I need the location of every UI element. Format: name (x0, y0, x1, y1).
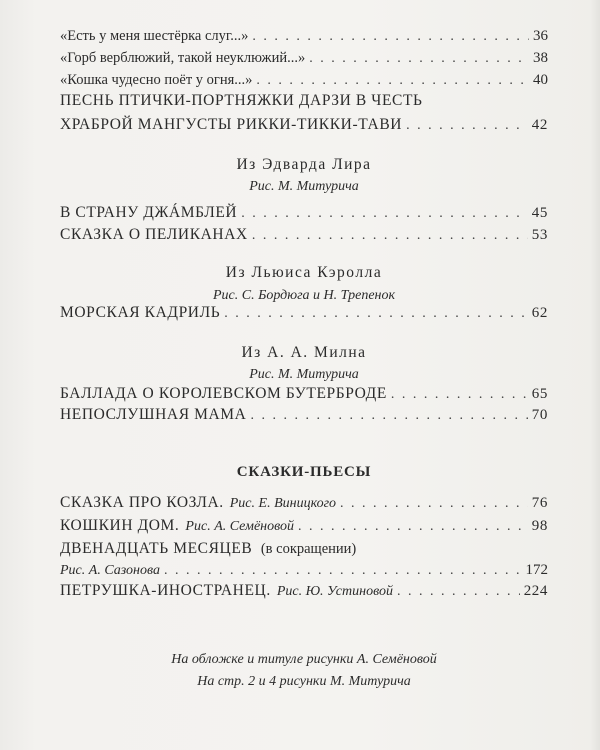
toc-entry (60, 50, 548, 67)
leader-dots (164, 563, 522, 579)
leader-dots (250, 408, 527, 424)
toc-entry-title-line (60, 540, 356, 558)
toc-entry-page: 76 (531, 495, 548, 511)
toc-entry (60, 582, 548, 600)
illustrator-credit: Рис. Е. Виницкого (229, 496, 337, 511)
toc-entry-title: ПЕТРУШКА-ИНОСТРАНЕЦ. (60, 582, 271, 599)
illustrator-credit: Рис. А. Семёновой (185, 519, 295, 534)
toc-entry (60, 226, 548, 244)
leader-dots (340, 496, 528, 512)
toc-entry-title: НЕПОСЛУШНАЯ МАМА (60, 406, 247, 423)
author-heading: Из Льюиса Кэролла (225, 264, 383, 281)
footer-credit: На обложке и титуле рисунки А. Семёновой (171, 652, 437, 667)
toc-entry-title: БАЛЛАДА О КОРОЛЕВСКОМ БУТЕРБРОДЕ (60, 385, 387, 402)
leader-dots (224, 306, 528, 322)
leader-dots (298, 519, 528, 535)
toc-entry (60, 385, 548, 403)
leader-dots (406, 118, 528, 134)
toc-entry-page: 172 (525, 562, 548, 578)
leader-dots (397, 584, 520, 600)
toc-entry-title-line: ПЕСНЬ ПТИЧКИ-ПОРТНЯЖКИ ДАРЗИ В ЧЕСТЬ (60, 92, 423, 109)
toc-entry (60, 304, 548, 322)
toc-entry-page: 224 (523, 583, 548, 599)
toc-entry-page: 36 (533, 28, 548, 44)
toc-entry-title: В СТРАНУ ДЖÁМБЛЕЙ (60, 204, 238, 221)
toc-entry-page: 53 (531, 227, 548, 243)
leader-dots (256, 73, 529, 89)
toc-entry-title: СКАЗКА О ПЕЛИКАНАХ (60, 226, 248, 243)
toc-entry (60, 494, 548, 512)
toc-entry (60, 517, 548, 535)
toc-entry (60, 116, 548, 134)
illustrator-credit: Рис. М. Митурича (249, 179, 359, 194)
toc-entry-title: МОРСКАЯ КАДРИЛЬ (60, 304, 221, 321)
toc-entry-page: 62 (531, 305, 548, 321)
toc-entry (60, 562, 548, 579)
toc-entry-title: «Горб верблюжий, такой неуклюжий...» (60, 50, 306, 66)
illustrator-credit: Рис. Ю. Устиновой (276, 584, 393, 599)
toc-entry-title: ДВЕНАДЦАТЬ МЕСЯЦЕВ (60, 540, 253, 557)
toc-entry-note: (в сокращении) (260, 541, 357, 557)
toc-entry (60, 28, 548, 45)
toc-entry (60, 72, 548, 89)
toc-entry-page: 38 (533, 50, 548, 66)
leader-dots (309, 51, 529, 67)
leader-dots (252, 29, 529, 45)
author-heading: Из А. А. Милна (241, 344, 367, 361)
footer-credit: На стр. 2 и 4 рисунки М. Митурича (197, 674, 411, 689)
toc-entry-page: 70 (531, 407, 548, 423)
toc-entry-page: 42 (531, 117, 548, 133)
toc-entry-title: «Есть у меня шестёрка слуг...» (60, 28, 249, 44)
toc-entry-page: 40 (533, 72, 548, 88)
leader-dots (241, 206, 528, 222)
toc-entry-page: 98 (531, 518, 548, 534)
illustrator-credit: Рис. М. Митурича (249, 367, 359, 382)
toc-entry-page: 45 (531, 205, 548, 221)
leader-dots (252, 228, 528, 244)
toc-entry-title: «Кошка чудесно поёт у огня...» (60, 72, 253, 88)
toc-entry-title: ХРАБРОЙ МАНГУСТЫ РИККИ-ТИККИ-ТАВИ (60, 116, 403, 133)
toc-entry (60, 406, 548, 424)
illustrator-credit: Рис. А. Сазонова (60, 563, 160, 578)
illustrator-credit: Рис. С. Бордюга и Н. Трепенок (212, 288, 396, 303)
toc-entry-page: 65 (531, 386, 548, 402)
leader-dots (391, 387, 528, 403)
toc-entry (60, 204, 548, 222)
section-heading: СКАЗКИ-ПЬЕСЫ (236, 464, 372, 480)
author-heading: Из Эдварда Лира (236, 156, 372, 173)
toc-entry-title: СКАЗКА ПРО КОЗЛА. (60, 494, 224, 511)
toc-entry-title: КОШКИН ДОМ. (60, 517, 180, 534)
